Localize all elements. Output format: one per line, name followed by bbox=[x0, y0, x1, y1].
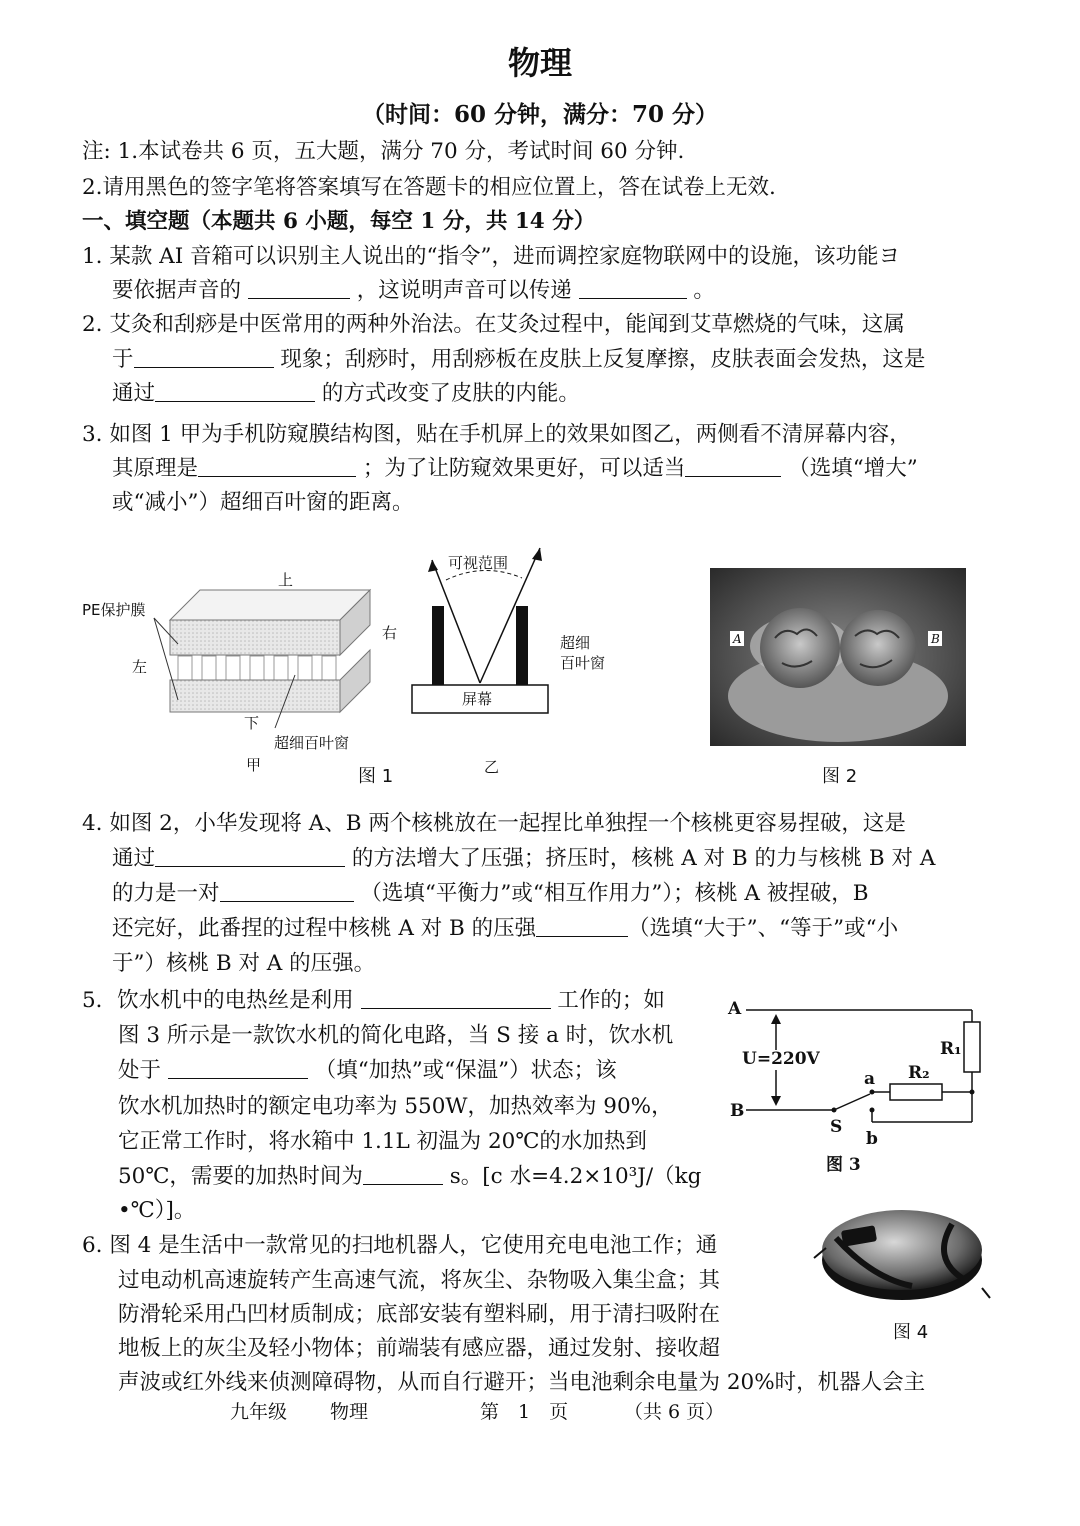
label-louver: 超细百叶窗 bbox=[274, 734, 350, 752]
footer-subject: 物理 bbox=[330, 1401, 369, 1423]
q5-text-d: （填“加热”或“保温”）状态；该 bbox=[314, 1058, 617, 1083]
question-4-line-2 bbox=[112, 841, 935, 872]
question-6-line-4: 地板上的灰尘及轻小物体；前端装有感应器，通过发射、接收超 bbox=[118, 1336, 721, 1361]
question-6-line-1: 6. 图 4 是生活中一款常见的扫地机器人，它使用充电电池工作；通 bbox=[82, 1233, 718, 1258]
q2-text-c: 通过 bbox=[112, 381, 156, 406]
label-jia: 甲 bbox=[246, 756, 262, 774]
question-5-line-6 bbox=[118, 1159, 701, 1190]
question-6-line-5: 声波或红外线来侦测障碍物，从而自行避开；当电池剩余电量为 20%时，机器人会主 bbox=[118, 1370, 926, 1395]
q4-text-b: 的方法增大了压强；挤压时，核桃 A 对 B 的力与核桃 B 对 A bbox=[351, 846, 936, 871]
question-4-line-5: 于”）核桃 B 对 A 的压强。 bbox=[112, 951, 376, 976]
question-5-line-3 bbox=[118, 1053, 617, 1084]
label-louver-2a: 超细 bbox=[560, 634, 591, 652]
circuit-voltage: U=220V bbox=[742, 1049, 820, 1069]
circuit-terminal-a: A bbox=[728, 999, 742, 1019]
q5-blank-3[interactable] bbox=[363, 1164, 443, 1185]
circuit-r1: R₁ bbox=[940, 1039, 962, 1059]
question-3-line-2 bbox=[112, 451, 918, 482]
q5-blank-1[interactable] bbox=[361, 988, 551, 1009]
photo-label-a: A bbox=[733, 632, 742, 646]
figure-4-caption: 图 4 bbox=[893, 1322, 929, 1343]
q5-text-f: s。[c 水=4.2×10³J/（kg bbox=[449, 1164, 702, 1189]
q5-text-b: 工作的；如 bbox=[557, 988, 665, 1013]
question-4-line-3 bbox=[112, 876, 869, 907]
question-5-line-2: 图 3 所示是一款饮水机的简化电路，当 S 接 a 时，饮水机 bbox=[118, 1023, 674, 1048]
question-6-line-3: 防滑轮采用凸凹材质制成；底部安装有塑料刷，用于清扫吸附在 bbox=[118, 1302, 721, 1327]
q1-text-c: 。 bbox=[693, 278, 715, 303]
note-2: 2.请用黑色的签字笔将答案填写在答题卡的相应位置上，答在试卷上无效. bbox=[82, 175, 776, 200]
label-down: 下 bbox=[244, 714, 260, 732]
question-5-line-4: 饮水机加热时的额定电功率为 550W，加热效率为 90%， bbox=[118, 1094, 673, 1119]
q3-blank-1[interactable] bbox=[198, 456, 356, 477]
q1-blank-1[interactable] bbox=[248, 278, 350, 299]
q3-blank-2[interactable] bbox=[685, 456, 781, 477]
q4-text-c: 的力是一对 bbox=[112, 881, 220, 906]
q5-text-e: 50℃，需要的加热时间为 bbox=[118, 1164, 363, 1189]
label-right: 右 bbox=[382, 624, 398, 642]
q1-text-a: 要依据声音的 bbox=[112, 278, 242, 303]
question-3-line-3: 或“减小”）超细百叶窗的距离。 bbox=[112, 490, 414, 515]
question-1-line-1: 1. 某款 AI 音箱可以识别主人说出的“指令”，进而调控家庭物联网中的设施，该功能ヨ bbox=[82, 244, 901, 269]
figure-2-caption: 图 2 bbox=[822, 766, 858, 787]
q1-blank-2[interactable] bbox=[579, 278, 687, 299]
question-2-line-1: 2. 艾灸和刮痧是中医常用的两种外治法。在艾灸过程中，能闻到艾草燃烧的气味，这属 bbox=[82, 312, 905, 337]
figure-2-walnut-photo bbox=[710, 568, 966, 746]
circuit-switch-s: S bbox=[830, 1117, 843, 1137]
q3-text-c: （选填“增大” bbox=[788, 456, 918, 481]
q4-blank-2[interactable] bbox=[220, 881, 354, 902]
footer-page-number: 第 1 页 bbox=[480, 1401, 569, 1423]
figure-1-yi bbox=[400, 540, 615, 780]
label-left: 左 bbox=[132, 658, 148, 676]
figure-3-circuit bbox=[722, 996, 992, 1176]
label-up: 上 bbox=[278, 571, 294, 589]
q3-text-b: ；为了让防窥效果更好，可以适当 bbox=[362, 456, 686, 481]
q4-text-d: （选填“平衡力”或“相互作用力”）；核桃 A 被捏破，B bbox=[360, 881, 869, 906]
circuit-contact-a: a bbox=[864, 1069, 876, 1089]
question-6-line-2: 过电动机高速旋转产生高速气流，将灰尘、杂物吸入集尘盒；其 bbox=[118, 1268, 721, 1293]
q4-text-e: 还完好，此番捏的过程中核桃 A 对 B 的压强 bbox=[112, 916, 537, 941]
section-heading-fill-in: 一、填空题（本题共 6 小题，每空 1 分，共 14 分） bbox=[82, 209, 596, 234]
question-5-line-1 bbox=[82, 983, 665, 1014]
circuit-r2: R₂ bbox=[908, 1063, 930, 1083]
question-2-line-3 bbox=[112, 376, 580, 407]
footer-total-pages: （共 6 页） bbox=[624, 1401, 725, 1423]
q5-text-a: 5．饮水机中的电热丝是利用 bbox=[82, 988, 354, 1013]
q2-text-d: 的方式改变了皮肤的内能。 bbox=[321, 381, 580, 406]
q1-text-b: ，这说明声音可以传递 bbox=[356, 278, 572, 303]
question-1-line-2 bbox=[112, 273, 715, 304]
question-2-line-2 bbox=[112, 342, 925, 373]
q4-blank-3[interactable] bbox=[536, 916, 628, 937]
figure-1-jia bbox=[80, 560, 398, 780]
photo-label-b: B bbox=[931, 632, 940, 646]
label-yi: 乙 bbox=[484, 758, 500, 776]
page-title: 物理 bbox=[507, 44, 572, 82]
q4-blank-1[interactable] bbox=[155, 846, 345, 867]
question-5-line-5: 它正常工作时，将水箱中 1.1L 初温为 20℃的水加热到 bbox=[118, 1129, 647, 1154]
figure-1-caption: 图 1 bbox=[358, 766, 394, 787]
label-view-range: 可视范围 bbox=[448, 554, 509, 572]
q4-text-a: 通过 bbox=[112, 846, 156, 871]
q3-text-a: 其原理是 bbox=[112, 456, 199, 481]
q5-text-c: 处于 bbox=[118, 1058, 162, 1083]
circuit-contact-b: b bbox=[866, 1129, 878, 1149]
q4-text-f: （选填“大于”、“等于”或“小 bbox=[628, 916, 899, 941]
figure-3-caption: 图 3 bbox=[826, 1155, 861, 1175]
q2-blank-2[interactable] bbox=[155, 381, 315, 402]
footer-grade: 九年级 bbox=[230, 1401, 288, 1423]
question-5-line-7: •℃）]。 bbox=[118, 1198, 196, 1223]
question-4-line-4 bbox=[112, 911, 898, 942]
q5-blank-2[interactable] bbox=[168, 1058, 308, 1079]
label-screen: 屏幕 bbox=[462, 690, 493, 708]
circuit-terminal-b: B bbox=[730, 1101, 745, 1121]
question-4-line-1: 4. 如图 2，小华发现将 A、B 两个核桃放在一起捏比单独捏一个核桃更容易捏破，这是 bbox=[82, 811, 906, 836]
question-3-line-1: 3. 如图 1 甲为手机防窥膜结构图，贴在手机屏上的效果如图乙，两侧看不清屏幕内容， bbox=[82, 422, 911, 447]
label-louver-2b: 百叶窗 bbox=[560, 654, 606, 672]
note-1: 注: 1.本试卷共 6 页，五大题，满分 70 分，考试时间 60 分钟. bbox=[82, 139, 685, 164]
page-subtitle: （时间：60 分钟，满分：70 分） bbox=[361, 101, 719, 128]
q2-text-b: 现象；刮痧时，用刮痧板在皮肤上反复摩擦，皮肤表面会发热，这是 bbox=[280, 347, 926, 372]
q2-text-a: 于 bbox=[112, 347, 134, 372]
figure-4-robot-vacuum bbox=[812, 1198, 992, 1308]
label-pe-film: PE保护膜 bbox=[82, 601, 146, 619]
q2-blank-1[interactable] bbox=[134, 347, 274, 368]
